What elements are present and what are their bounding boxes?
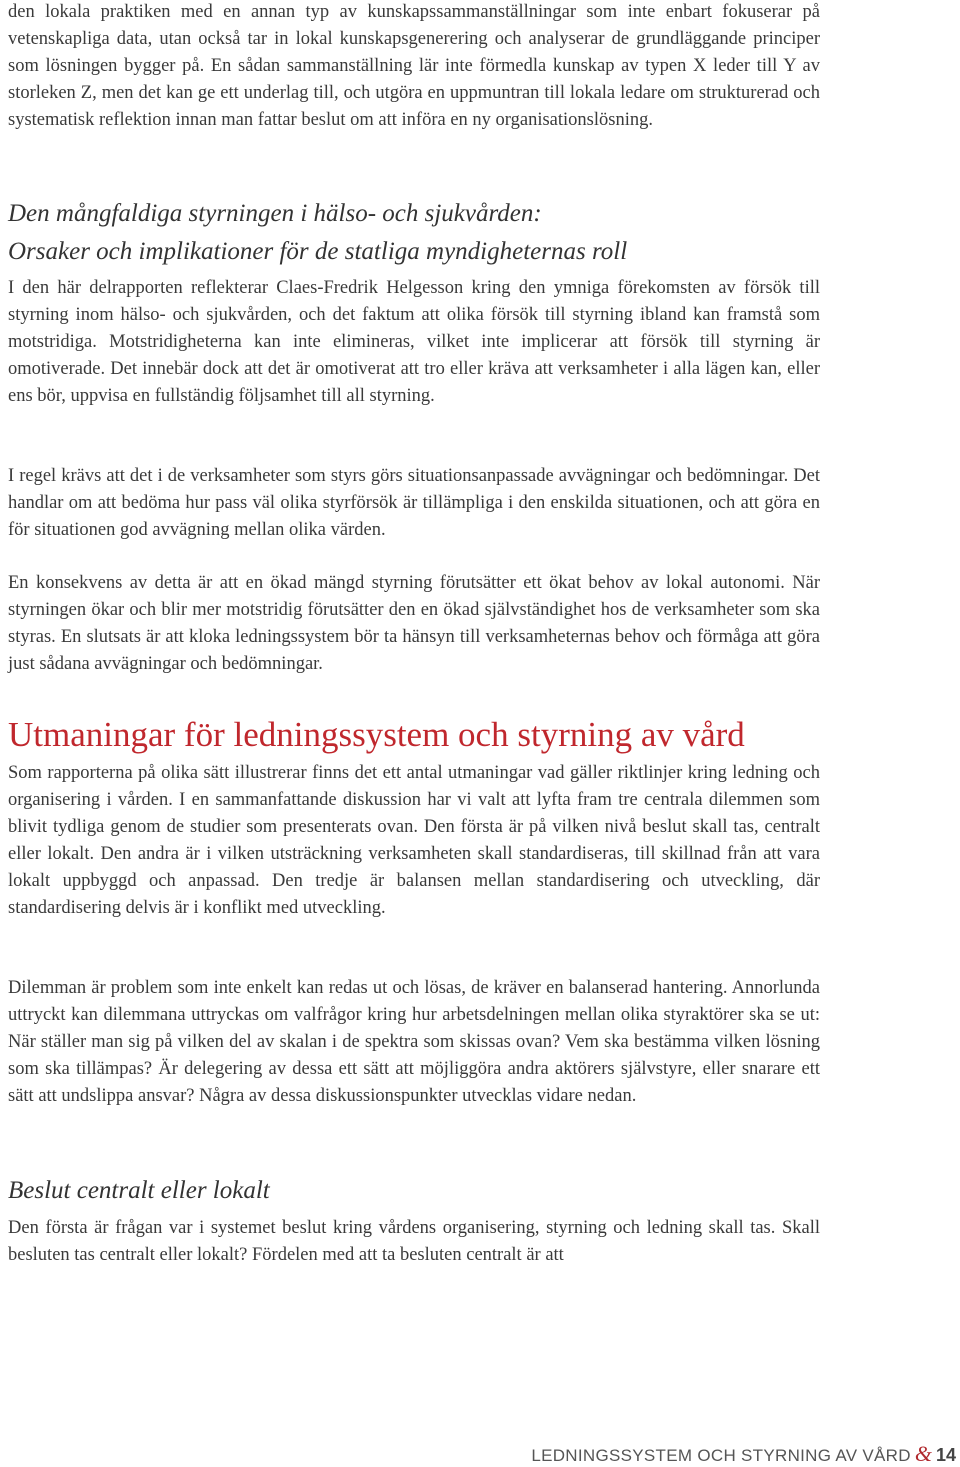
section3-heading: Beslut centralt eller lokalt — [8, 1177, 270, 1204]
footer-ampersand: & — [914, 1441, 932, 1466]
section1-paragraph-1: I den här delrapporten reflekterar Claes-Fredrik Helgesson kring den ymniga förekomsten av försök till styrning inom hälso- och sjukvården, och det faktum att olika försök till styrning ibland kan framstå som motstridiga. Motstridigheterna kan inte elimineras, vilket inte implicerar att försök till styrning är omotiverade. Det innebär dock att det är omotiverat att tro eller kräva att verksamheter i alla lägen kan, eller ens bör, uppvisa en fullständig följsamhet till all styrning. — [8, 278, 820, 406]
page-number: 14 — [935, 1445, 956, 1465]
section1-paragraph-3: En konsekvens av detta är att en ökad mängd styrning förutsätter ett ökat behov av lokal autonomi. När styrningen ökar och blir mer motstridig förutsätter den en ökad självständighet hos de verksamheter som ska styras. En slutsats är att kloka ledningssystem bör ta hänsyn till verksamheternas behov och förmåga att göra just sådana avvägningar och bedömningar. — [8, 573, 820, 674]
page-footer — [0, 1441, 960, 1467]
section1-heading-line2: Orsaker och implikationer för de statliga myndigheternas roll — [8, 238, 628, 265]
section1-heading-line1: Den mångfaldiga styrningen i hälso- och sjukvården: — [8, 200, 542, 227]
section2-paragraph-1: Som rapporterna på olika sätt illustrerar finns det ett antal utmaningar vad gäller riktlinjer kring ledning och organisering i vården. I en sammanfattande diskussion har vi valt att lyfta fram tre centrala dilemmen som blivit tydliga genom de studier som presenterats ovan. Den första är på vilken nivå beslut skall tas, centralt eller lokalt. Den andra är i vilken utsträckning verksamheten skall standardiseras, till skillnad från att vara lokalt uppbyggd och anpassad. Den tredje är balansen mellan standardisering och utveckling, där standardisering delvis är i konflikt med utveckling. — [8, 763, 820, 918]
section2-heading: Utmaningar för ledningssystem och styrning av vård — [8, 715, 745, 754]
intro-paragraph: den lokala praktiken med en annan typ av kunskapssammanställningar som inte enbart fokuserar på vetenskapliga data, utan också tar in lokal kunskapsgenerering och analyserar de grundläggande principer som lösningen bygger på. En sådan sammanställning lär inte förmedla kunskap av typen X leder till Y av storleken Z, men det kan ge ett underlag till, och utgöra en uppmuntran till lokala ledare om strukturerad och systematisk reflektion innan man fattar beslut om att införa en ny organisationslösning. — [8, 2, 820, 130]
section1-paragraph-2: I regel krävs att det i de verksamheter som styrs görs situationsanpassade avvägningar och bedömningar. Det handlar om att bedöma hur pass väl olika styrförsök är tillämpliga i den enskilda situationen, och att göra en för situationen god avvägning mellan olika värden. — [8, 466, 820, 540]
footer-title: LEDNINGSSYSTEM OCH STYRNING AV VÅRD — [531, 1446, 911, 1465]
section2-paragraph-2: Dilemman är problem som inte enkelt kan redas ut och lösas, de kräver en balanserad hantering. Annorlunda uttryckt kan dilemmana uttryckas om valfrågor kring hur arbetsdelningen mellan olika styraktörer ska se ut: När ställer man sig på vilken del av skalan i de spektra som skissas ovan? Vem ska bestämma vilken lösning som ska tillämpas? Är delegering av dessa ett sätt att möjliggöra andra aktörers självstyre, eller snarare ett sätt att undslippa ansvar? Några av dessa diskussionspunkter utvecklas vidare nedan. — [8, 978, 820, 1106]
section3-paragraph: Den första är frågan var i systemet beslut kring vårdens organisering, styrning och ledning skall tas. Skall besluten tas centralt eller lokalt? Fördelen med att ta besluten centralt är att — [8, 1218, 820, 1265]
